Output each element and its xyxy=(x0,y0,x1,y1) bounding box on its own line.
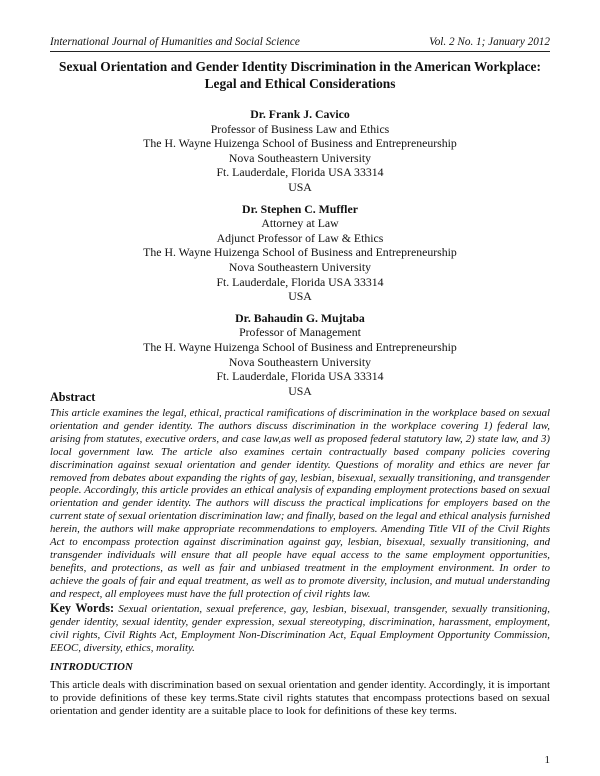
keywords-label: Key Words: xyxy=(50,601,115,615)
author-affiliation-line: Ft. Lauderdale, Florida USA 33314 xyxy=(216,274,384,289)
author-affiliation-line: USA xyxy=(288,383,312,398)
author-name: Dr. Frank J. Cavico xyxy=(250,107,350,121)
paper-title xyxy=(50,58,550,92)
issue-info: Vol. 2 No. 1; January 2012 xyxy=(429,36,550,48)
author-affiliation-line: USA xyxy=(288,179,312,194)
introduction-text: This article deals with discrimination based on sexual orientation and gender identity. Accordingly, it is important to provide definitions of these key terms.State civil rights statutes that encompass protections based on sexual orientation and gender identity are a suitable place to look for definitions of these key terms. xyxy=(50,679,550,718)
author-affiliation-line: Professor of Management xyxy=(239,325,361,340)
author-affiliation-line: Professor of Business Law and Ethics xyxy=(210,121,390,136)
keywords-text: Sexual orientation, sexual preference, gay, lesbian, bisexual, transgender, sexually transitioning, gender identity, sexual identity, gender expression, sexual stereotyping, discrimination, harassment, employment, civil rights, Civil Rights Act, Employment Non-Discrimination Act, Equal Employment Opportunity Commission, EEOC, diversity, ethics, morality. xyxy=(50,603,550,654)
author-affiliation-line: Ft. Lauderdale, Florida USA 33314 xyxy=(216,165,384,180)
title-line-2: Legal and Ethical Considerations xyxy=(204,76,396,91)
author-affiliation-line: Nova Southeastern University xyxy=(228,150,372,165)
abstract-heading: Abstract xyxy=(50,390,96,404)
author-list xyxy=(50,107,550,405)
keywords-paragraph xyxy=(50,602,550,655)
title-line-1: Sexual Orientation and Gender Identity Discrimination in the American Workplace: xyxy=(59,59,541,74)
author-name: Dr. Stephen C. Muffler xyxy=(242,201,358,216)
author-affiliation-line: Nova Southeastern University xyxy=(228,259,372,274)
header-divider xyxy=(50,51,550,52)
author-affiliation-line: USA xyxy=(288,289,312,304)
author-affiliation-line: The H. Wayne Huizenga School of Business and Entrepreneurship xyxy=(143,136,457,151)
author-affiliation-line: Nova Southeastern University xyxy=(228,354,372,369)
author-affiliation-line: The H. Wayne Huizenga School of Business and Entrepreneurship xyxy=(143,339,457,354)
page-number: 1 xyxy=(544,754,550,766)
author-block xyxy=(50,311,550,399)
journal-name: International Journal of Humanities and Social Science xyxy=(50,36,300,48)
author-block xyxy=(50,202,550,304)
author-affiliation-line: Adjunct Professor of Law & Ethics xyxy=(216,230,384,245)
author-affiliation-line: The H. Wayne Huizenga School of Business and Entrepreneurship xyxy=(143,245,457,260)
author-affiliation-line: Attorney at Law xyxy=(261,216,339,231)
introduction-heading: INTRODUCTION xyxy=(50,661,133,673)
author-affiliation-line: Ft. Lauderdale, Florida USA 33314 xyxy=(216,369,384,384)
author-name: Dr. Bahaudin G. Mujtaba xyxy=(235,310,365,325)
abstract-text: This article examines the legal, ethical, practical ramifications of discrimination in the workplace based on sexual orientation and gender identity. The authors discuss discrimination in the workplace covering 1) federal law, arising from statutes, executive orders, and case law,as well as proposed federal statutory law, 2) state law, and 3) local government law. The article also examines certain contractually based company policies covering discrimination against sexual orientation and gender identity. Questions of morality and ethics are never far removed from debates about expanding the rights of gay, lesbian, bisexual, sexually transitioning, and transgender people. Accordingly, this article provides an ethical analysis of expanding employment protections based on sexual orientation and gender identity. The authors will discuss the practical implications for employers based on the current state of sexual orientation discrimination law; and finally, based on the legal and ethical analysis furnished herein, the authors will make appropriate recommendations to employers. Amending Title VII of the Civil Rights Act to encompass protection against discrimination against gay, lesbian, bisexual, sexually transitioning, and transgender individuals will ensure that all people have equal access to the same employment opportunities, benefits, and protections, as well as fair and unbiased treatment in the employment environment. In order to achieve the goals of fair and equal treatment, as well as to promote diversity, inclusion, and mutual understanding and respect, all employees must have the full protection of civil rights law. xyxy=(50,407,550,600)
author-block xyxy=(50,107,550,195)
